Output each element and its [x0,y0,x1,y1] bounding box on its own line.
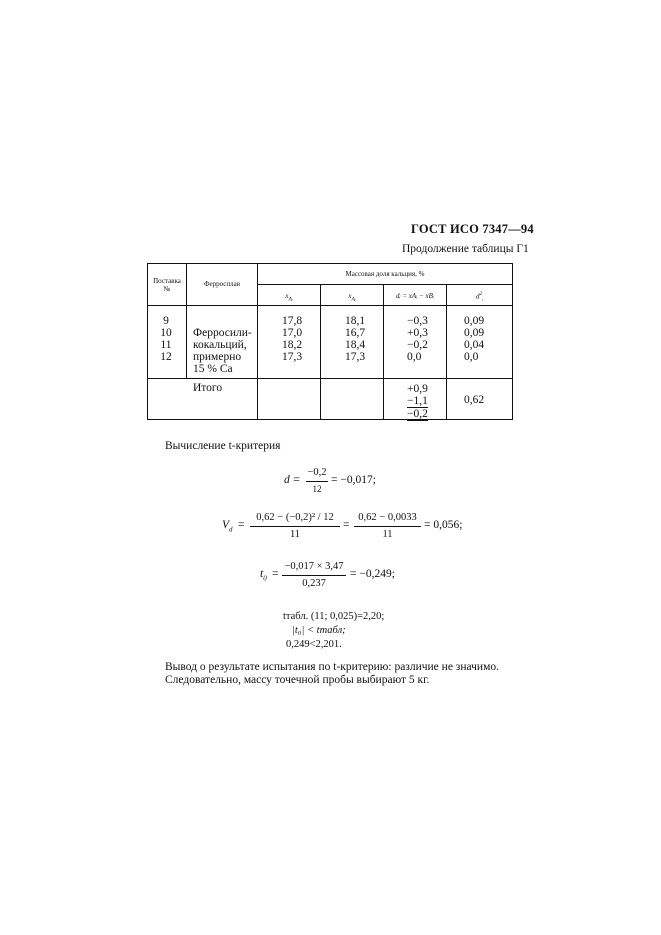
table-continuation-caption: Продолжение таблицы Г1 [402,243,529,255]
material-line: 15 % Ca [193,363,233,375]
total-label: Итого [193,382,223,394]
variance-rhs: = 0,056; [424,519,463,531]
x-a-value: 17,0 [282,327,303,339]
d2-value: 0,04 [464,339,485,351]
x-a-value: 18,2 [282,339,303,351]
variance-numerator-2: 0,62 − 0,0033 [358,512,417,523]
d-value: 0,0 [407,351,422,363]
t-comparison: 0,249<2,201. [286,639,342,650]
x-b-value: 18,1 [345,315,366,327]
x-a-value: 17,8 [282,315,303,327]
header-xa-symbol: x [285,292,289,300]
mean-formula [284,467,394,497]
conclusion-line-2: Следовательно, массу точечной пробы выбирают 5 кг. [165,674,430,686]
d2-value: 0,0 [464,351,479,363]
calculation-heading: Вычисление t-критерия [165,440,281,452]
header-sample-no [148,277,186,293]
variance-formula [222,512,463,544]
variance-numerator-1: 0,62 − (−0,2)² / 12 [256,512,334,523]
mean-numerator: −0,2 [307,467,327,478]
table-col-divider-5 [446,284,447,420]
header-x-a-symbol: x [348,292,352,300]
material-line: Ферросили- [193,327,252,339]
variance-lhs [222,519,233,533]
conclusion-line-1: Вывод о результате испытания по t-критерию: различие не значимо. [165,661,499,673]
table-row-number: 10 [160,327,172,339]
mean-lhs: d = [284,474,301,486]
t-fraction-bar [282,575,346,576]
table-row-number: 11 [160,339,172,351]
table-header-bottom [147,305,513,306]
variance-equals: = [238,519,245,531]
mean-denominator: 12 [312,484,322,494]
header-calcium-group: Массовая доля кальция, % [345,270,425,278]
header-material: Ферросплав [203,280,241,288]
variance-symbol: V [222,519,230,531]
variance-denominator-1: 11 [289,529,301,540]
variance-equals-2: = [343,519,350,531]
table-total-divider [147,378,513,379]
header-d-formula: dᵢ = xAᵢ − xBᵢ [395,292,435,300]
standard-designation: ГОСТ ИСО 7347—94 [411,222,534,236]
table-col-divider-4 [383,284,384,420]
header-x-a-subscript: Aᵢ [351,296,356,303]
header-xa-subscript: Aᵢ [288,296,293,303]
column-x-b-values [345,315,365,363]
table-col-divider-3 [320,284,321,420]
column-d-values [407,315,428,363]
t-numerator: −0,017 × 3,47 [284,561,344,572]
table-border-right [512,263,513,420]
column-material-name [193,327,257,375]
variance-fraction-bar-2 [354,526,421,527]
header-d-squared-symbol: d [475,292,480,301]
header-d-squared-sup: 2 [479,291,483,297]
t-statistic-formula [260,561,410,593]
t-denominator: 0,237 [302,578,326,589]
t-table-value: tтабл. (11; 0,025)=2,20; [283,611,385,622]
x-b-value: 18,4 [345,339,366,351]
column-d2-values [464,315,484,363]
header-d-squared [447,290,512,304]
material-line: кокальций, [193,339,247,351]
t-symbol: t [260,568,264,580]
total-d-negative: −1,1 [407,395,428,407]
x-b-value: 17,3 [345,351,366,363]
mean-fraction-bar [306,481,328,482]
d-value: +0,3 [407,327,428,339]
total-d-positive: +0,9 [407,383,428,395]
header-x-a [321,292,383,303]
table-row-number: 9 [163,315,169,327]
variance-subscript: d [229,525,233,534]
mean-rhs: = −0,017; [331,474,376,486]
d-value: −0,2 [407,339,428,351]
t-rhs: = −0,249; [350,568,395,580]
table-col-divider-2 [257,263,258,420]
x-b-value: 16,7 [345,327,366,339]
header-d-squared-sub: ᵢ [482,296,484,303]
table-group-divider [257,284,513,285]
table-row-number: 12 [160,351,172,363]
material-line: примерно [193,351,242,363]
d2-value: 0,09 [464,327,485,339]
total-d-values [407,383,428,421]
t-subscript: 0 [263,574,267,583]
t-inequality: |t₀| < tтабл; [292,625,346,636]
x-a-value: 17,3 [282,351,303,363]
total-d-sum: −0,2 [407,408,428,420]
column-sample-numbers [151,315,181,363]
t-equals: = [272,568,279,580]
d-value: −0,3 [407,315,428,327]
table-border-top [147,263,513,264]
header-sample-no-line1: Поставка [153,277,181,285]
d2-value: 0,09 [464,315,485,327]
header-x-a-col [258,292,320,303]
variance-fraction-bar-1 [250,526,340,527]
t-lhs [260,568,267,582]
header-sample-no-line2: № [163,285,171,293]
total-d2-sum: 0,62 [464,394,485,406]
table-border-bottom [147,419,513,420]
column-x-a-values [282,315,302,363]
calcium-data-table [147,263,513,420]
variance-denominator-2: 11 [382,529,393,540]
